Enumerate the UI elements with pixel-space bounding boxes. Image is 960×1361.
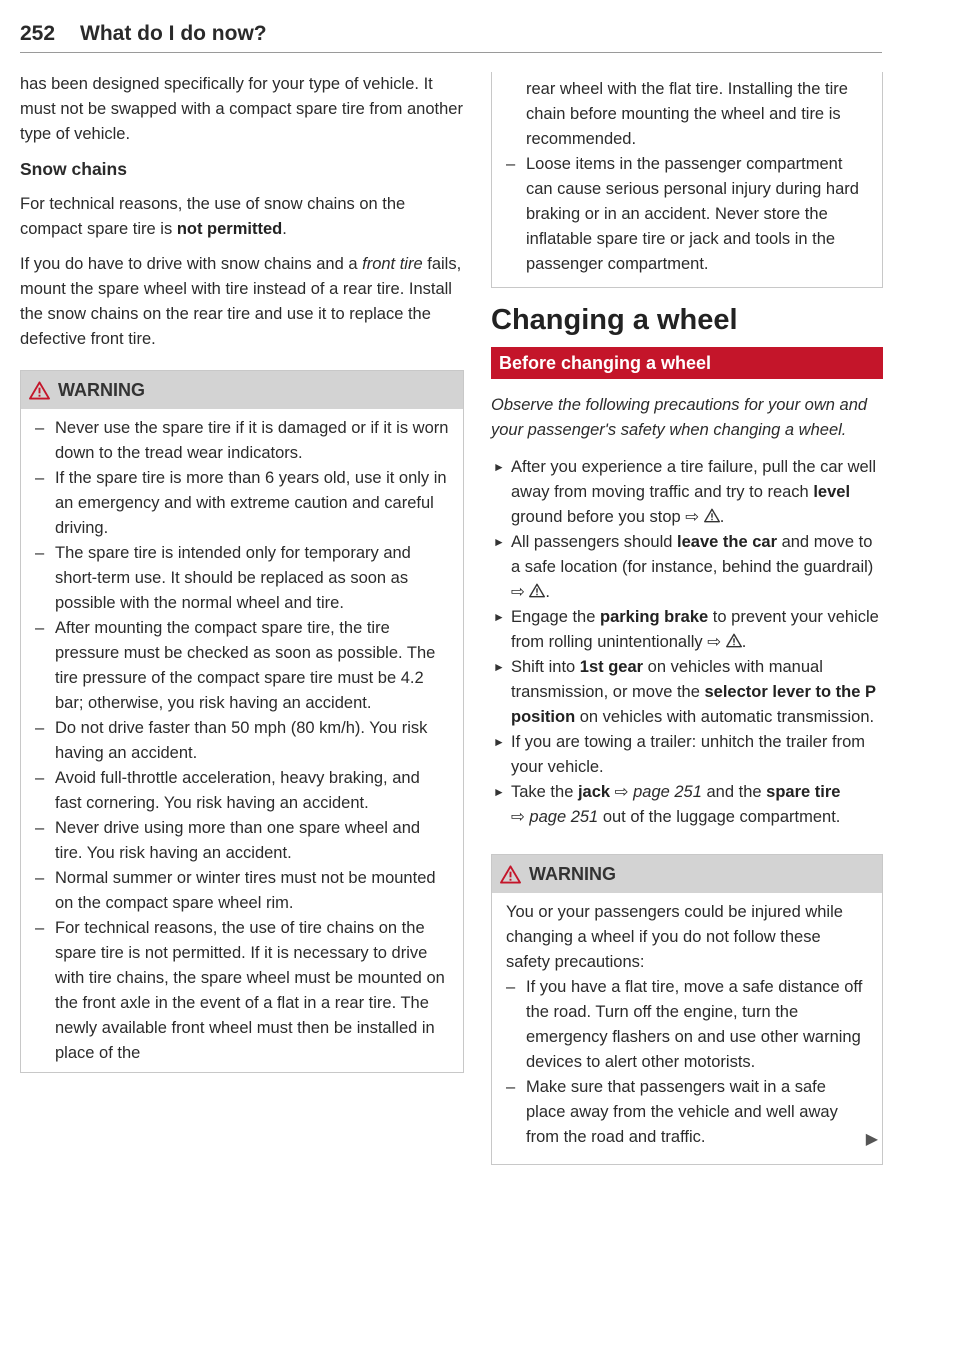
subsection-intro: Observe the following precautions for your own and your passenger's safety when changing a wheel.	[491, 396, 868, 439]
warning-title: WARNING	[58, 379, 145, 400]
warning-item: – If you have a flat tire, move a safe distance off the road. Turn off the engine, turn the emergency flashers on and use other warning devices to alert other motorists.	[506, 975, 868, 1075]
warning-item: – Avoid full-throttle acceleration, heavy braking, and fast cornering. You risk having an accident.	[35, 766, 449, 816]
warning-ref-icon	[529, 583, 545, 598]
warning-title: WARNING	[529, 863, 616, 884]
bullet-arrow-icon: ►	[493, 535, 505, 549]
warning-ref-icon	[726, 633, 742, 648]
warning-item: – Make sure that passengers wait in a safe place away from the vehicle and well away from the road and traffic.	[506, 1075, 868, 1150]
section-title: Changing a wheel	[491, 304, 738, 336]
left-column	[20, 72, 464, 1073]
right-column	[491, 72, 883, 1165]
intro-paragraph: has been designed specifically for your type of vehicle. It must not be swapped with a compact spare tire from another type of vehicle.	[20, 75, 463, 143]
warning-item: – Never use the spare tire if it is damaged or if it is worn down to the tread wear indicators.	[35, 416, 449, 466]
warning-box-right	[491, 854, 883, 1165]
page-reference[interactable]: ⇨ page 251	[610, 783, 702, 801]
page-reference[interactable]: ⇨ page 251	[511, 808, 599, 826]
warning-triangle-icon	[29, 381, 50, 400]
warning-item: – After mounting the compact spare tire, the tire pressure must be checked as soon as possible. The tire pressure of the compact spare tire must be 4.2 bar; otherwise, you risk having an accident.	[35, 616, 449, 716]
continue-arrow-icon: ▶	[865, 1131, 878, 1148]
bullet-arrow-icon: ►	[493, 785, 505, 799]
page-header	[20, 18, 882, 53]
bullet-arrow-icon: ►	[493, 460, 505, 474]
step-item: ► Take the jack ⇨ page 251 and the spare tire ⇨ page 251 out of the luggage compartment.	[491, 780, 883, 830]
snow-chains-paragraph-1: For technical reasons, the use of snow chains on the compact spare tire is not permitted.	[20, 195, 406, 238]
snow-chains-paragraph-2: If you do have to drive with snow chains and a front tire fails, mount the spare wheel with tire instead of a rear tire. Install the snow chains on the rear tire and use it to replace the defective front tire.	[20, 255, 462, 348]
warning-item: – Do not drive faster than 50 mph (80 km/h). You risk having an accident.	[35, 716, 449, 766]
subsection-title: Before changing a wheel	[491, 347, 883, 379]
warning-item: – Normal summer or winter tires must not be mounted on the compact spare wheel rim.	[35, 866, 449, 916]
page-title: What do I do now?	[80, 22, 267, 45]
bullet-arrow-icon: ►	[493, 610, 505, 624]
warning-item: – Never drive using more than one spare wheel and tire. You risk having an accident.	[35, 816, 449, 866]
warning-box-left	[20, 370, 464, 1073]
step-list	[491, 455, 883, 830]
warning-item: – Loose items in the passenger compartment can cause serious personal injury during hard braking or in an accident. Never store the inflatable spare tire or jack and tools in the passenger compartment.	[506, 152, 868, 277]
step-item: ► All passengers should leave the car and move to a safe location (for instance, behind the guardrail) ⇨ .	[491, 530, 883, 605]
bullet-arrow-icon: ►	[493, 660, 505, 674]
warning-intro: You or your passengers could be injured while changing a wheel if you do not follow these safety precautions:	[506, 903, 843, 971]
bullet-arrow-icon: ►	[493, 735, 505, 749]
step-item: ► Engage the parking brake to prevent your vehicle from rolling unintentionally ⇨ .	[491, 605, 883, 655]
warning-ref-icon	[704, 508, 720, 523]
warning-item: – If the spare tire is more than 6 years old, use it only in an emergency and with extreme caution and careful driving.	[35, 466, 449, 541]
step-item: ► Shift into 1st gear on vehicles with manual transmission, or move the selector lever to the P position on vehicles with automatic transmission.	[491, 655, 883, 730]
warning-list	[492, 893, 882, 1164]
warning-list	[21, 409, 463, 1072]
warning-header	[21, 371, 463, 409]
snow-chains-heading: Snow chains	[20, 159, 127, 179]
warning-continued-text: rear wheel with the flat tire. Installing the tire chain before mounting the wheel and tire is recommended.	[526, 80, 848, 148]
warning-header	[492, 855, 882, 893]
step-item: ► After you experience a tire failure, pull the car well away from moving traffic and try to reach level ground before you stop ⇨ .	[491, 455, 883, 530]
warning-triangle-icon	[500, 865, 521, 884]
page-number: 252	[20, 22, 56, 45]
warning-item: – The spare tire is intended only for temporary and short-term use. It should be replaced as soon as possible with the normal wheel and tire.	[35, 541, 449, 616]
warning-item: – For technical reasons, the use of tire chains on the spare tire is not permitted. If it is necessary to drive with tire chains, the spare wheel must be mounted on the front axle in the event of a flat in a rear tire. The newly available front wheel must then be installed in place of the	[35, 916, 449, 1066]
step-item: ► If you are towing a trailer: unhitch the trailer from your vehicle.	[491, 730, 883, 780]
warning-box-continued	[491, 72, 883, 288]
